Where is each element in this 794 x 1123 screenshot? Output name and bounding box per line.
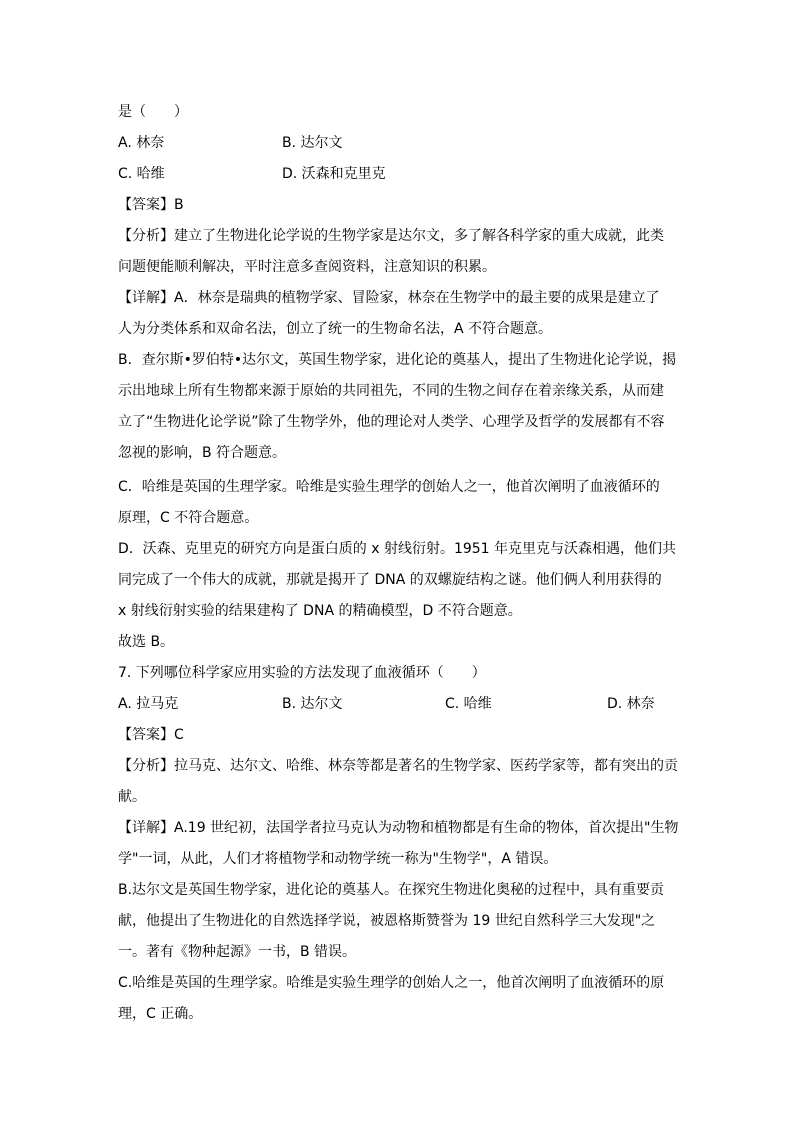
q6-option-d: D. 沃森和克里克	[282, 166, 386, 182]
question-6-stem: 是（ ）	[118, 104, 188, 120]
q7-option-a: A. 拉马克	[118, 696, 179, 712]
q7-answer: 【答案】C	[118, 727, 184, 743]
q7-analysis-line-2: 献。	[118, 789, 146, 805]
q7-detail-line-5: 一。著有《物种起源》一书，B 错误。	[118, 944, 357, 960]
q7-detail-line-2: 学"一词，从此，人们才将植物学和动物学统一称为"生物学"，A 错误。	[118, 851, 558, 867]
q6-detail-line-2: 人为分类体系和双命名法，创立了统一的生物命名法，A 不符合题意。	[118, 321, 553, 337]
q6-detail-line-1: 【详解】A．林奈是瑞典的植物学家、冒险家，林奈在生物学中的最主要的成果是建立了	[118, 290, 660, 306]
q6-detail-line-10: 同完成了一个伟大的成就，那就是揭开了 DNA 的双螺旋结构之谜。他们俩人利用获得的	[118, 572, 662, 588]
question-7-stem: 7. 下列哪位科学家应用实验的方法发现了血液循环（ ）	[118, 665, 486, 681]
q7-detail-line-1: 【详解】A.19 世纪初，法国学者拉马克认为动物和植物都是有生命的物体，首次提出"生物	[118, 820, 679, 836]
q6-option-b: B. 达尔文	[282, 135, 343, 151]
q6-analysis-line-1: 【分析】建立了生物进化论学说的生物学家是达尔文，多了解各科学家的重大成就，此类	[118, 228, 664, 244]
q6-analysis-line-2: 问题便能顺利解决，平时注意多查阅资料，注意知识的积累。	[118, 259, 496, 275]
q6-detail-line-3: B．查尔斯•罗伯特•达尔文，英国生物学家，进化论的奠基人，提出了生物进化论学说，揭	[118, 352, 677, 368]
q6-detail-line-4: 示出地球上所有生物都来源于原始的共同祖先，不同的生物之间存在着亲缘关系，从而建	[118, 383, 664, 399]
q7-detail-line-4: 献，他提出了生物进化的自然选择学说，被恩格斯赞誉为 19 世纪自然科学三大发现"之	[118, 913, 656, 929]
q7-detail-line-3: B.达尔文是英国生物学家，进化论的奠基人。在探究生物进化奥秘的过程中，具有重要贡	[118, 882, 665, 898]
q6-detail-line-9: D．沃森、克里克的研究方向是蛋白质的 x 射线衍射。1951 年克里克与沃森相遇，他们共	[118, 541, 677, 557]
q6-detail-line-5: 立了“生物进化论学说”除了生物学外，他的理论对人类学、心理学及哲学的发展都有不容	[118, 414, 665, 430]
q7-option-c: C. 哈维	[445, 696, 492, 712]
q6-option-a: A. 林奈	[118, 135, 165, 151]
q6-detail-line-8: 原理，C 不符合题意。	[118, 510, 259, 526]
q7-detail-line-7: 理，C 正确。	[118, 1006, 203, 1022]
q6-answer: 【答案】B	[118, 197, 184, 213]
q7-option-d: D. 林奈	[607, 696, 655, 712]
q6-detail-line-7: C．哈维是英国的生理学家。哈维是实验生理学的创始人之一，他首次阐明了血液循环的	[118, 479, 660, 495]
q6-detail-line-11: x 射线衍射实验的结果建构了 DNA 的精确模型，D 不符合题意。	[118, 603, 522, 619]
q6-detail-line-6: 忽视的影响，B 符合题意。	[118, 445, 287, 461]
q6-option-c: C. 哈维	[118, 166, 165, 182]
q6-conclusion: 故选 B。	[118, 634, 175, 650]
q7-analysis-line-1: 【分析】拉马克、达尔文、哈维、林奈等都是著名的生物学家、医药学家等，都有突出的贡	[118, 758, 678, 774]
q7-option-b: B. 达尔文	[282, 696, 343, 712]
q7-detail-line-6: C.哈维是英国的生理学家。哈维是实验生理学的创始人之一，他首次阐明了血液循环的原	[118, 975, 665, 991]
